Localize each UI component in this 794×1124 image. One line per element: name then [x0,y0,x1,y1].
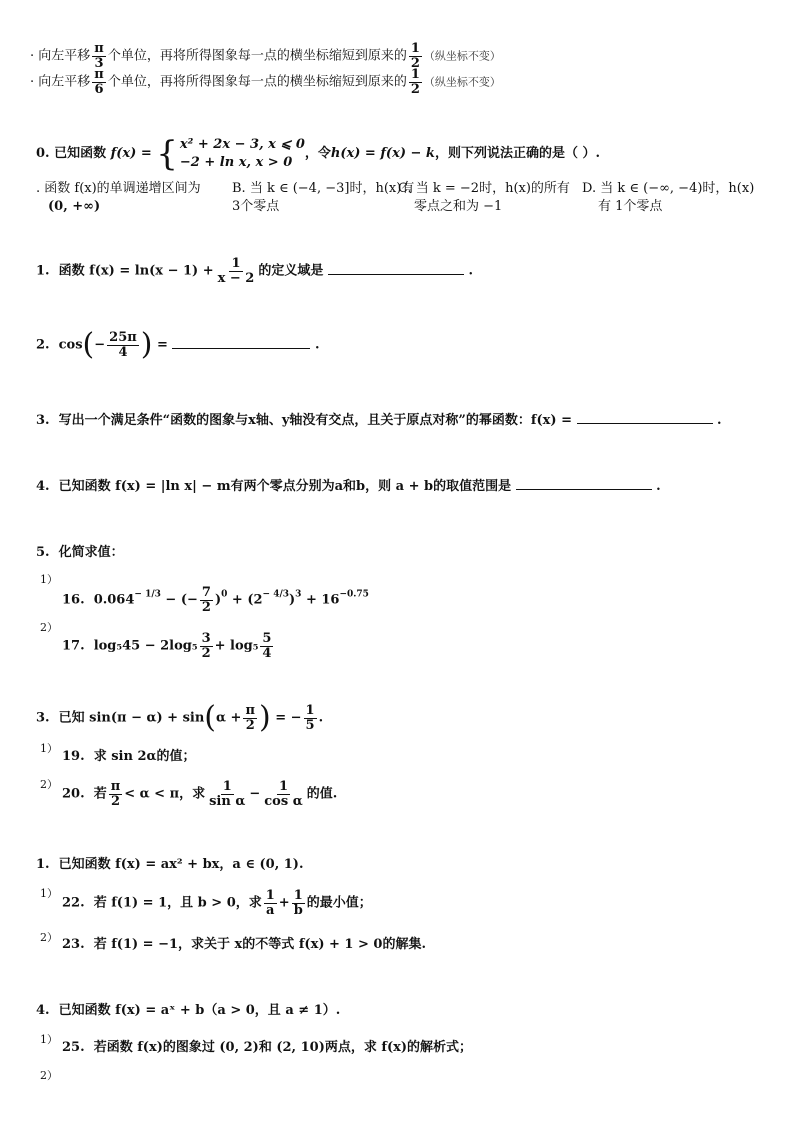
question-number: 4. [36,479,50,494]
fraction: $\frac{5}{4}$ [262,631,272,661]
fraction: $\frac{1}{2}$ [410,67,420,97]
piecewise-function: { x² + 2x − 3, x ⩽ 0 −2 + ln x, x > 0 [156,133,305,174]
q10-option-b: B. 当 k ∈ (−4, −3]时，h(x)有 3个零点 [232,181,415,215]
answer-blank[interactable] [328,274,464,275]
question-number: 3. [36,710,50,726]
sub-marker: 1） [40,742,58,755]
fraction: $\frac{1}{a}$ [265,888,275,918]
fraction: $\frac{1}{\text{sin α}}$ [209,779,246,809]
fraction: $\frac{\pi}{6}$ [94,67,104,97]
answer-blank[interactable] [577,423,713,424]
fraction: $\frac{1}{\text{cos α}}$ [264,779,303,809]
sub-marker: 1） [40,1033,58,1046]
fraction: $\frac{25\pi}{4}$ [109,329,137,360]
sub-marker: 2） [40,778,58,791]
fraction: $\frac{1}{b}$ [293,888,303,918]
question-16: 16. $0.064^{- 1/3}$ − (− $\frac{7}{2}$ )$^0 + (2^{- 4/3})^3 + 16^{-0.75}$ [62,585,369,615]
question-number: 16. [62,592,85,608]
question-number: 4. [36,1003,50,1018]
question-14: 4. 已知函数 f(x) = |ln x| − m有两个零点分别为a和b，则 a + b的取值范围是 . [36,479,661,494]
question-number: 17. [62,638,85,654]
question-10: 0. 已知函数 f(x) = { x² + 2x − 3, x ⩽ 0 −2 + ln x, x > 0 ，令h(x) = f(x) − k，则下列说法正确的是（ ）. [36,133,600,174]
sub-marker: 2） [40,1069,58,1082]
question-23: 23. 若 f(1) = −1，求关于 x的不等式 f(x) + 1 > 0的解集. [62,937,426,952]
option-marker: · [30,48,35,64]
option-marker: · [30,74,35,90]
sub-marker: 1） [40,887,58,900]
question-21: 1. 已知函数 f(x) = ax² + bx，a ∈ (0, 1). [36,857,304,872]
question-number: 1. [36,857,50,872]
question-number: 2. [36,337,50,353]
q10-option-a: . 函数 f(x)的单调递增区间为 (0, +∞) [36,181,201,215]
fraction: $\frac{\pi}{3}$ [94,41,104,71]
option-d: · 向左平移 $\frac{\pi}{6}$ 个单位，再将所得图象每一点的横坐标缩短到原来的 $\frac{1}{2}$ （纵坐标不变） [30,67,501,97]
question-number: 0. [36,146,50,162]
q10-option-d: D. 当 k ∈ (−∞, −4)时，h(x) 有 1个零点 [582,181,755,215]
question-24: 4. 已知函数 f(x) = aˣ + b（a > 0，且 a ≠ 1）. [36,1003,341,1018]
fraction: $\frac{7}{2}$ [201,585,211,615]
option-c: · 向左平移 $\frac{\pi}{3}$ 个单位，再将所得图象每一点的横坐标缩短到原来的 $\frac{1}{2}$ （纵坐标不变） [30,41,501,71]
fraction: $\frac{\pi}{2}$ [245,702,255,733]
question-15: 5. 化简求值： [36,545,124,560]
question-12: 2. cos(− $\frac{25\pi}{4}$ ) = . [36,327,320,362]
fraction: $\frac{1}{5}$ [305,702,315,733]
question-20: 20. 若 $\frac{\pi}{2}$ < α < π，求 $\frac{1}{\text{sin α}}$ − $\frac{1}{\text{cos α}}$ 的值. [62,779,338,809]
question-number: 1. [36,263,50,279]
question-13: 3. 写出一个满足条件“函数的图象与x轴、y轴没有交点，且关于原点对称”的幂函数：f(x) = . [36,413,722,428]
fraction: $\frac{1}{2}$ [410,41,420,71]
question-18: 3. 已知 sin(π − α) + sin(α + $\frac{\pi}{2}$ ) = − $\frac{1}{5}$ . [36,700,324,735]
question-11: 1. 函数 f(x) = ln(x − 1) + $\frac{1}{x - 2}$ 的定义域是 . [36,256,473,286]
fraction: $\frac{3}{2}$ [201,631,211,661]
sub-marker: 2） [40,931,58,944]
question-number: 25. [62,1040,85,1055]
fraction: $\frac{1}{x - 2}$ [217,256,255,286]
q10-option-c: C. 当 k = −2时，h(x)的所有 零点之和为 −1 [398,181,570,215]
question-number: 20. [62,786,85,802]
sub-marker: 2） [40,621,58,634]
question-17: 17. log₅45 − 2log₅ $\frac{3}{2}$ + log₅ $\frac{5}{4}$ [62,631,272,661]
sub-marker: 1） [40,573,58,586]
answer-blank[interactable] [516,489,652,490]
question-19: 19. 求 sin 2α的值； [62,749,196,764]
question-number: 3. [36,413,50,428]
question-number: 19. [62,749,85,764]
answer-blank[interactable] [172,348,310,349]
question-25: 25. 若函数 f(x)的图象过 (0, 2)和 (2, 10)两点，求 f(x)的解析式； [62,1040,473,1055]
question-number: 23. [62,937,85,952]
fraction: $\frac{\pi}{2}$ [110,779,121,809]
question-22: 22. 若 f(1) = 1，且 b > 0，求 $\frac{1}{a}$ + $\frac{1}{b}$ 的最小值； [62,888,372,918]
question-number: 5. [36,545,50,560]
question-number: 22. [62,895,85,911]
